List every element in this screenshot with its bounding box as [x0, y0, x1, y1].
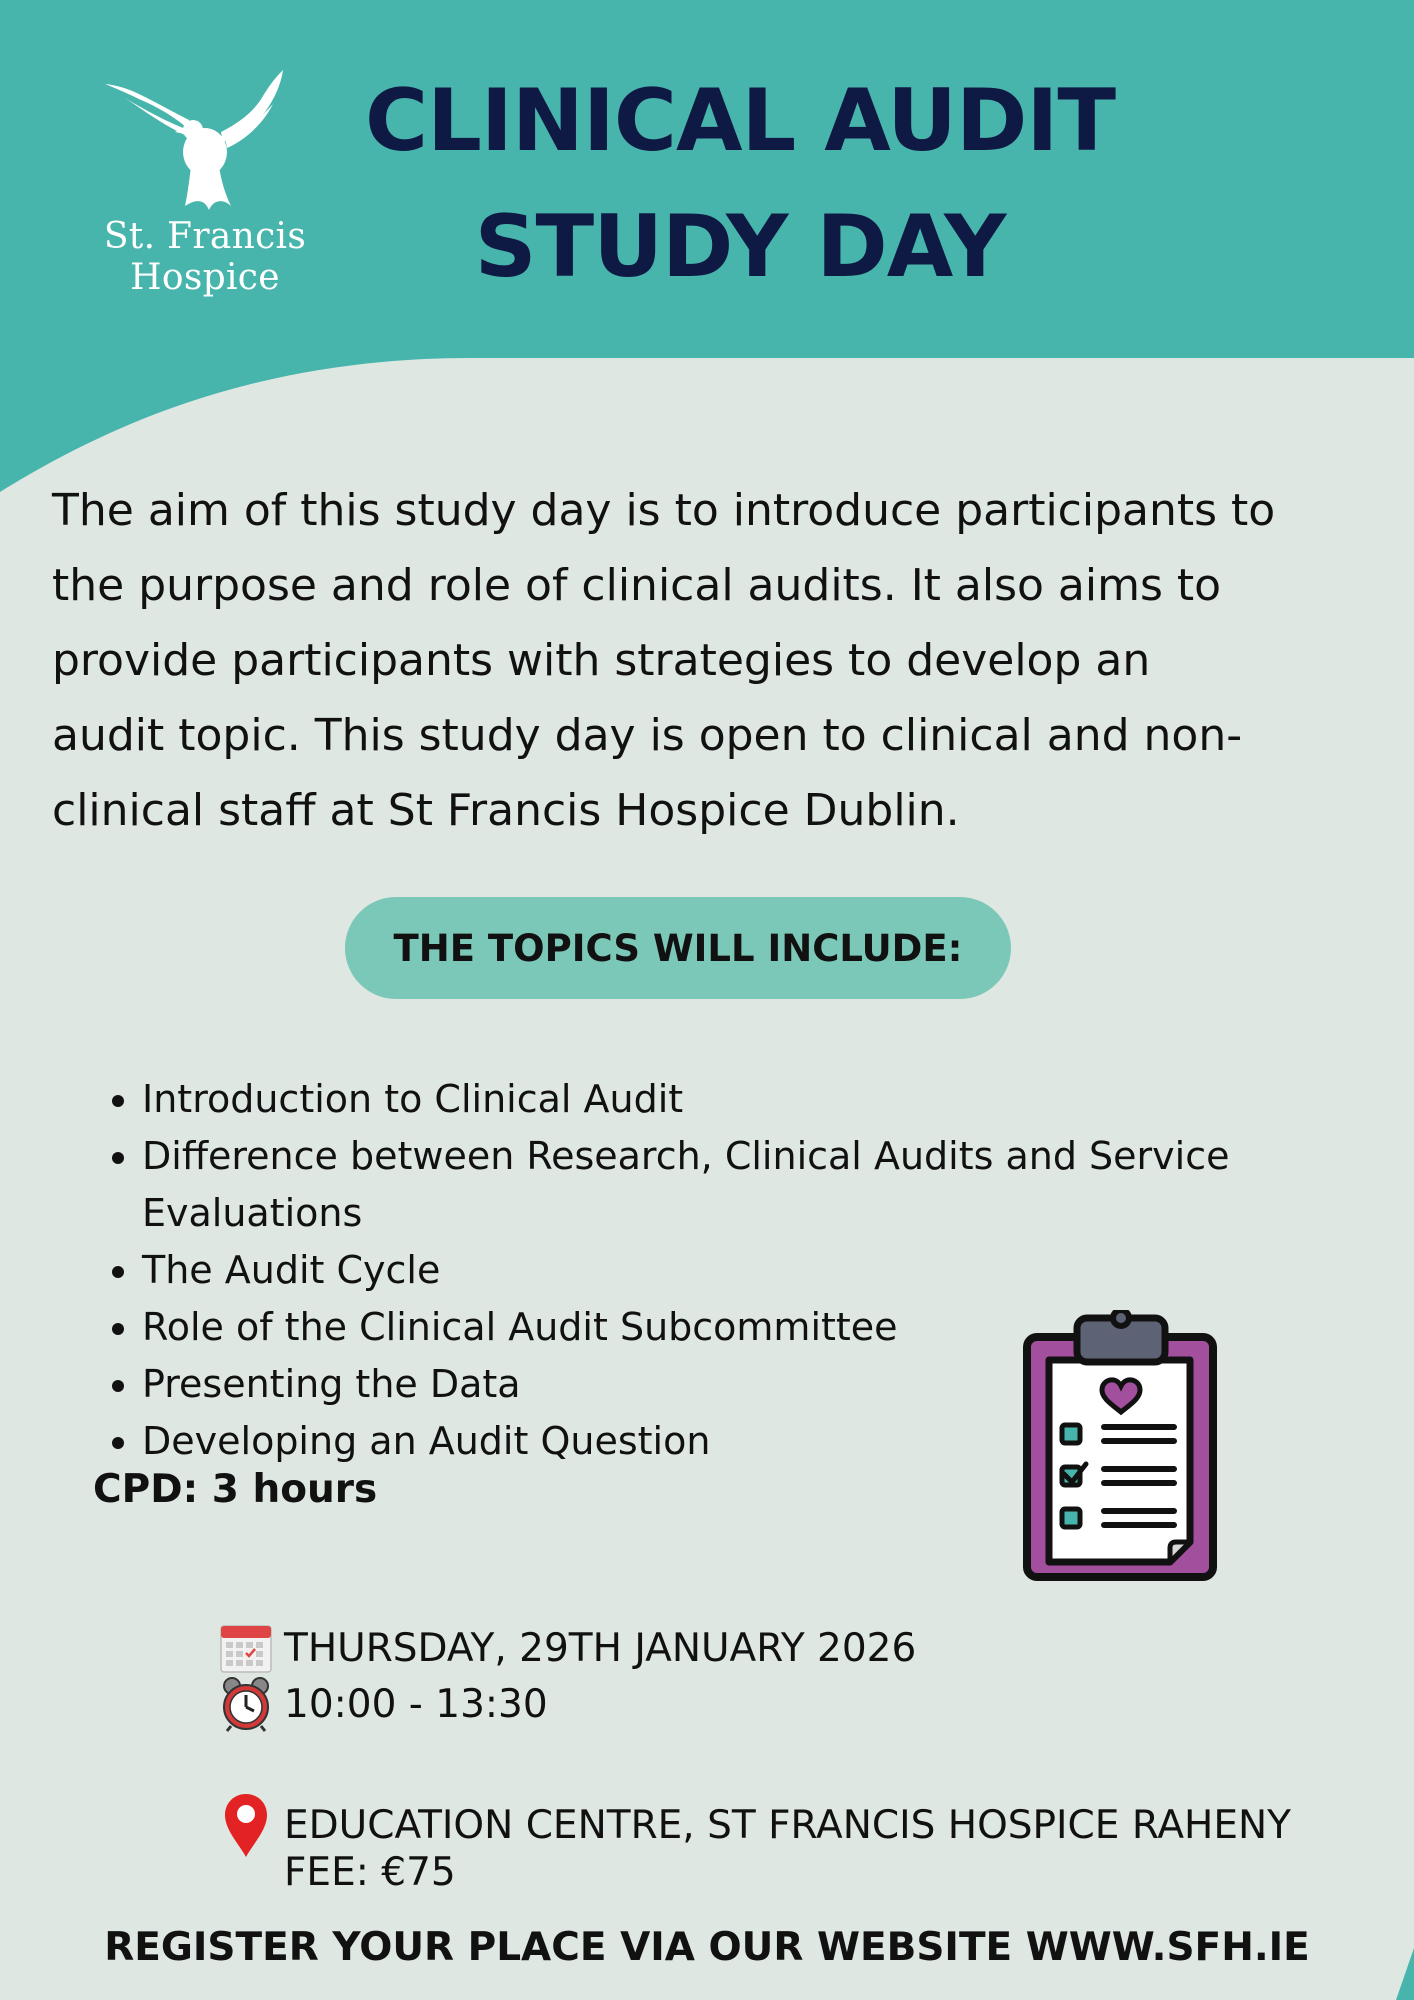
page-title — [360, 58, 1120, 310]
map-pin-icon — [223, 1792, 269, 1858]
cpd-hours: CPD: 3 hours — [93, 1467, 378, 1512]
title-line-1: CLINICAL AUDIT — [364, 71, 1116, 171]
hospice-logo — [40, 70, 370, 298]
intro-line: the purpose and role of clinical audits. It also aims to — [52, 560, 1222, 611]
topics-heading: THE TOPICS WILL INCLUDE: — [393, 926, 963, 970]
topics-heading-pill — [345, 897, 1011, 999]
time-text: 10:00 - 13:30 — [284, 1681, 548, 1727]
intro-line: audit topic. This study day is open to clinical and non- — [52, 710, 1243, 761]
event-time — [218, 1676, 548, 1732]
clipboard-checklist-icon — [1022, 1310, 1222, 1582]
list-item: • Difference between Research, Clinical Audits and Service Evaluations — [142, 1128, 1402, 1242]
fee-text: FEE: €75 — [284, 1850, 456, 1895]
intro-line: provide participants with strategies to develop an — [52, 635, 1151, 686]
date-text: THURSDAY, 29TH JANUARY 2026 — [284, 1625, 917, 1671]
alarm-clock-icon — [219, 1676, 273, 1732]
intro-paragraph — [52, 473, 1382, 848]
register-call-to-action: REGISTER YOUR PLACE VIA OUR WEBSITE WWW.SFH.IE — [104, 1925, 1310, 1970]
list-item: • The Audit Cycle — [142, 1242, 1402, 1299]
event-date — [218, 1622, 916, 1674]
org-name: St. Francis Hospice — [103, 216, 307, 298]
intro-line: The aim of this study day is to introduce participants to — [52, 485, 1276, 536]
list-item: • Introduction to Clinical Audit — [142, 1071, 1402, 1128]
location-text: EDUCATION CENTRE, ST FRANCIS HOSPICE RAHENY — [284, 1802, 1291, 1848]
list-item: • Presenting the Data — [142, 1356, 1402, 1413]
title-line-2: STUDY DAY — [474, 197, 1006, 297]
calendar-icon — [219, 1622, 273, 1674]
list-item: • Role of the Clinical Audit Subcommittee — [142, 1299, 1402, 1356]
list-item: • Developing an Audit Question — [142, 1413, 1402, 1470]
event-location — [218, 1792, 1291, 1858]
intro-line: clinical staff at St Francis Hospice Dublin. — [52, 785, 960, 836]
event-fee — [218, 1850, 456, 1895]
dove-icon — [105, 70, 305, 212]
